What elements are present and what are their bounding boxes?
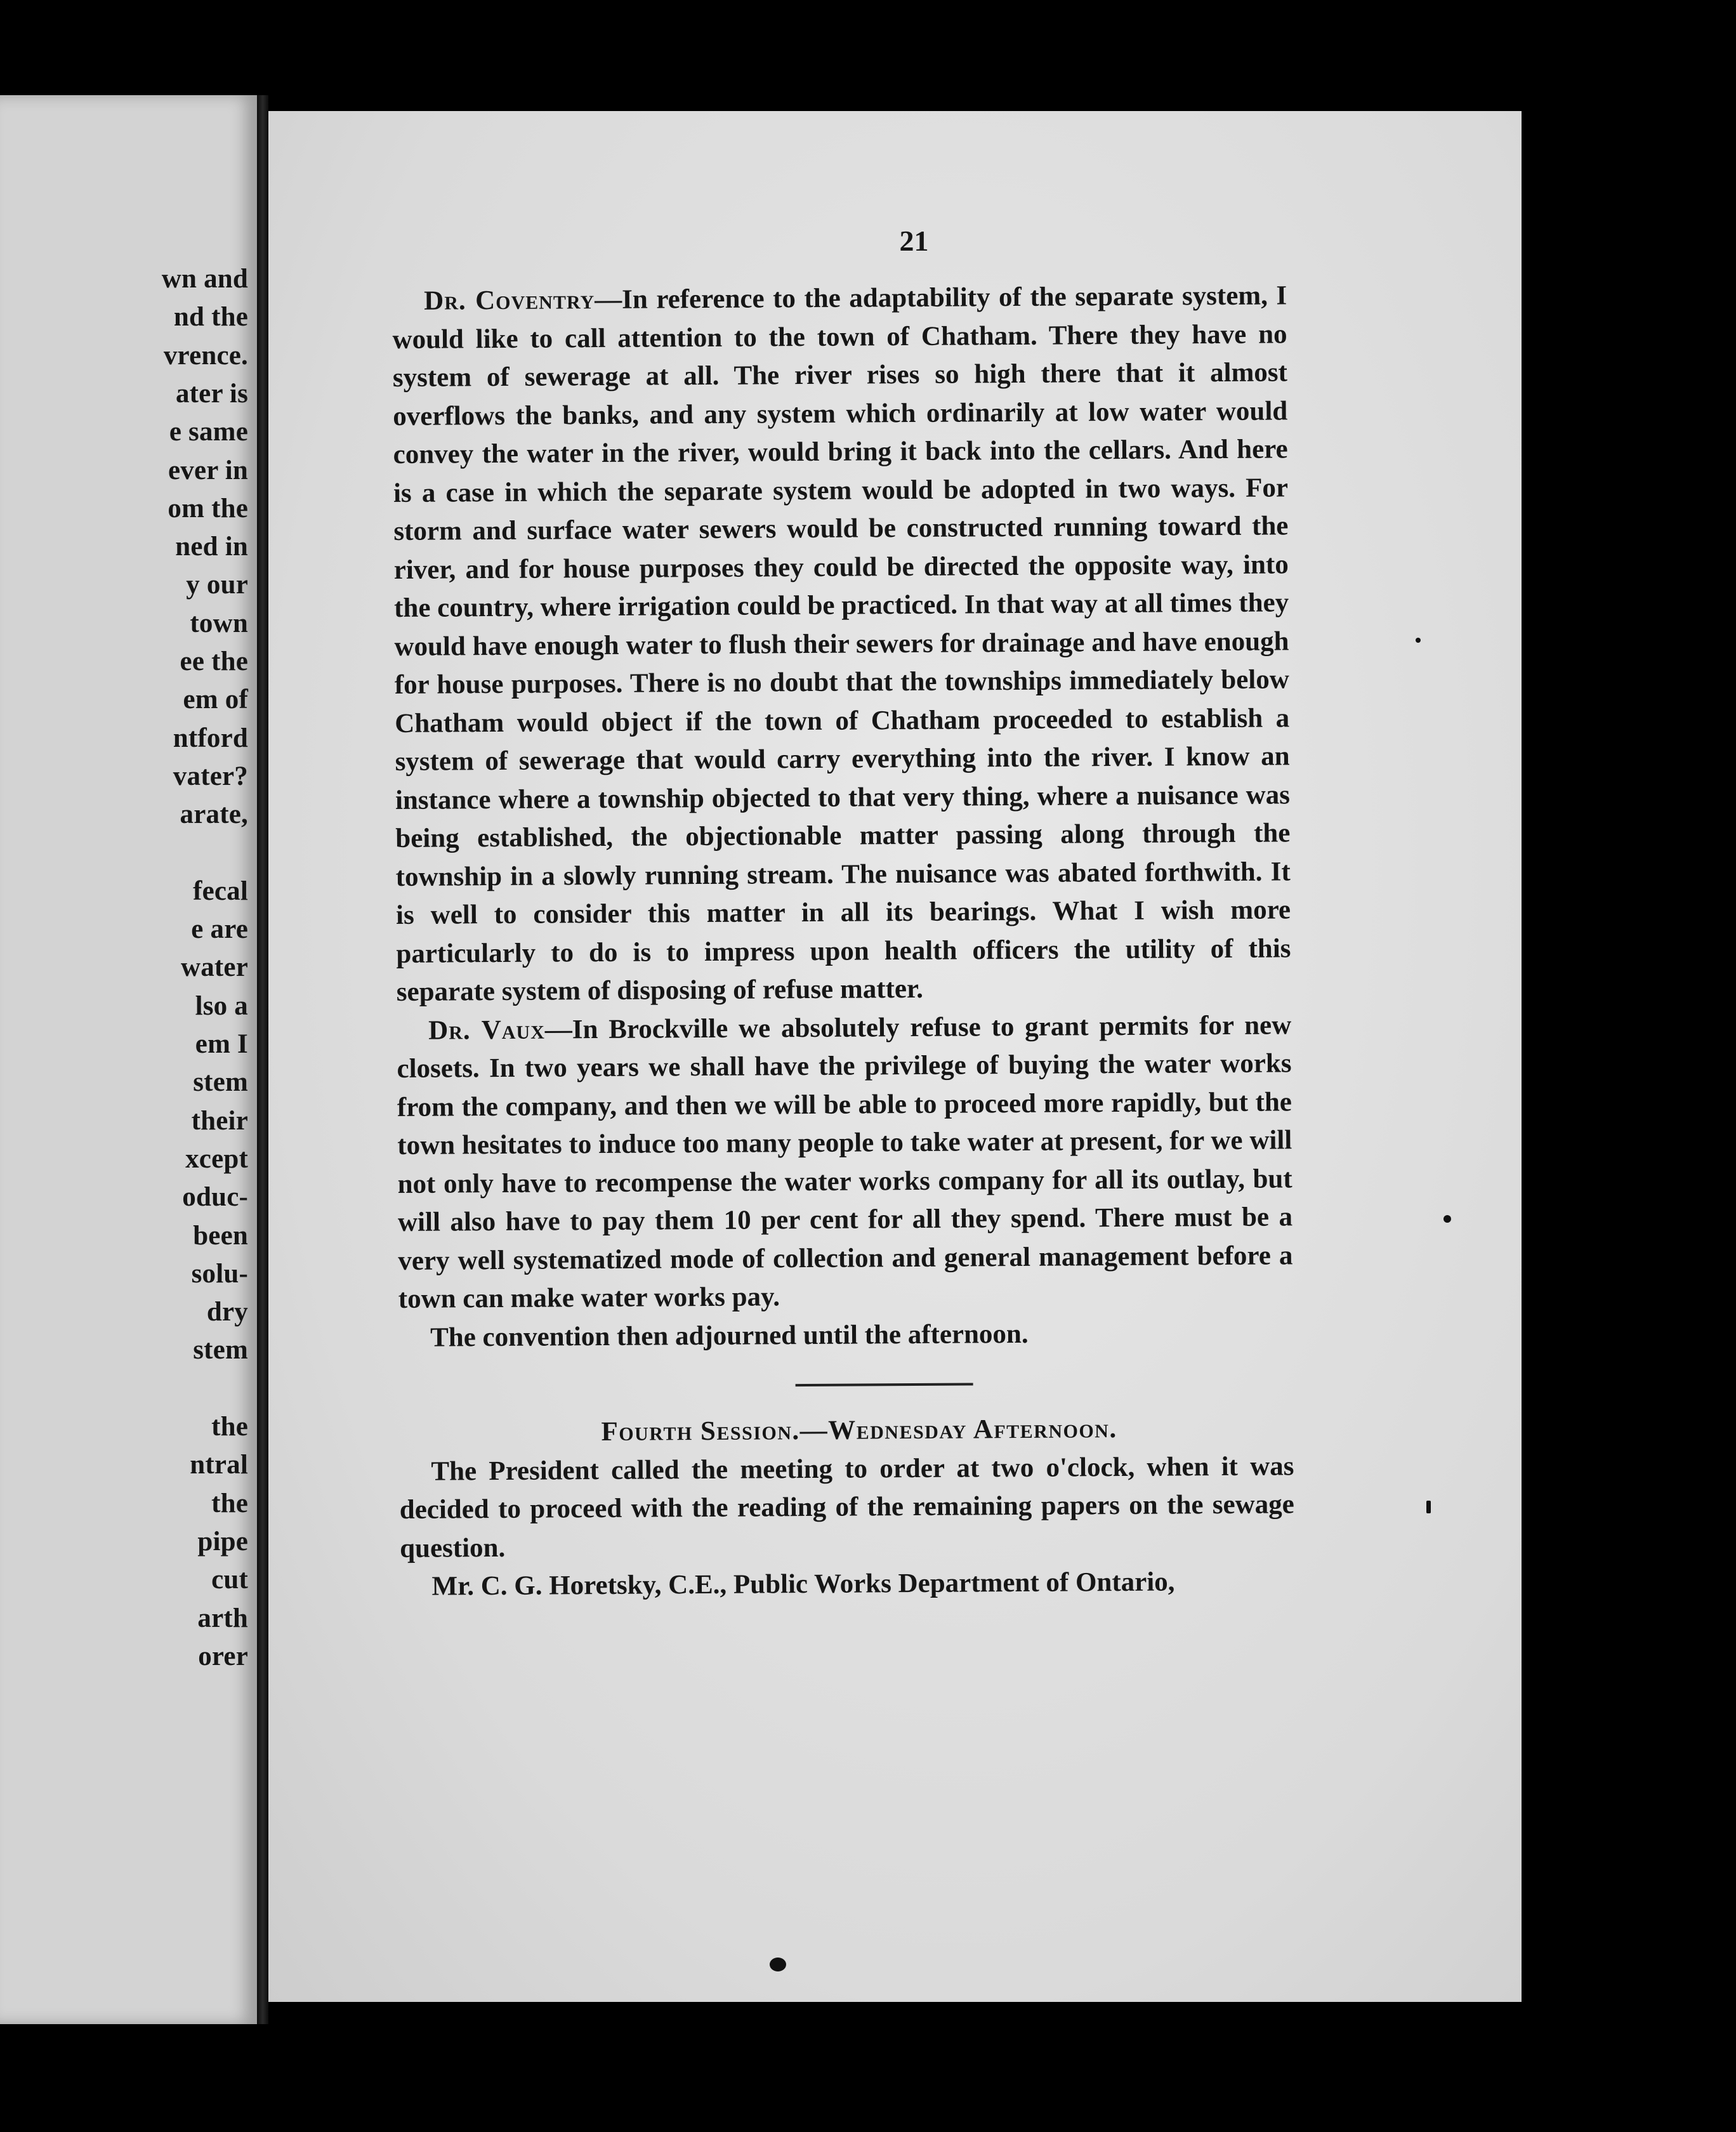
previous-page-line: em of <box>183 685 248 715</box>
paragraph-adjourned: The convention then adjourned until the afternoon. <box>430 1319 1029 1353</box>
previous-page-line: fecal <box>193 876 248 906</box>
body-text <box>392 277 1295 1606</box>
previous-page-line: ater is <box>175 378 248 409</box>
previous-page-line: orer <box>198 1641 248 1671</box>
previous-page-line: oduc- <box>182 1182 248 1213</box>
previous-page-line: e same <box>169 417 248 447</box>
previous-page-line: em I <box>195 1029 248 1059</box>
previous-page-fragment <box>0 95 257 2024</box>
session-heading: Fourth Session.—Wednesday Afternoon. <box>601 1414 1117 1447</box>
previous-page-line: solu- <box>191 1258 248 1289</box>
previous-page-line: their <box>191 1105 248 1136</box>
paragraph-text: —In reference to the adaptability of the separate system, I would like to call attention to the town of Chatham. There they have no system of sewerage at all. The river rises so high there that it almost overflows the banks, and any system which ordinarily at low water would convey the water in the river, would bring it back into the cellars. And here is a case in which the separate system would be adopted in two ways. For storm and surface water sewers would be constructed running toward the river, and for house purposes they could be directed the opposite way, into the country, where irrigation could be practiced. In that way at all times they would have enough water to flush their sewers for drainage and have enough for house purposes. There is no doubt that the townships immediately below Chatham would object if the town of Chatham proceeded to establish a system of sewerage that would carry everything into the river. I know an instance where a township objected to that very thing, where a nuisance was being established, the objectionable matter passing along through the township in a slowly running stream. The nuisance was abated forthwith. It is well to consider this matter in all its bearings. What I wish more particularly to do is to impress upon health officers the utility of this separate system of disposing of refuse matter. <box>392 280 1291 1007</box>
previous-page-line: arth <box>197 1603 248 1633</box>
previous-page-line: nd the <box>173 302 248 332</box>
previous-page-line: xcept <box>185 1143 248 1174</box>
previous-page-line: ned in <box>175 532 248 562</box>
page <box>268 111 1522 2002</box>
previous-page-line: e are <box>191 914 248 945</box>
previous-page-line: ntral <box>190 1450 248 1480</box>
previous-page-line: town <box>190 608 248 638</box>
previous-page-line: water <box>180 952 248 983</box>
section-divider <box>796 1383 973 1386</box>
dust-speck <box>770 1958 786 1971</box>
paragraph-coventry <box>392 277 1291 1011</box>
previous-page-line: vrence. <box>163 340 248 371</box>
previous-page-line: ever in <box>168 455 248 485</box>
paragraph-vaux <box>397 1006 1293 1319</box>
previous-page-line: stem <box>193 1335 248 1365</box>
previous-page-line: the <box>211 1488 248 1518</box>
speaker-name: Dr. Coventry <box>424 285 595 316</box>
page-number: 21 <box>899 225 929 257</box>
paragraph-president: The President called the meeting to order at two o'clock, when it was decided to proceed with the reading of the remaining papers on the sewage question. <box>399 1451 1294 1563</box>
dust-speck <box>1443 1215 1451 1223</box>
previous-page-line: been <box>193 1220 248 1251</box>
dust-speck <box>1426 1501 1431 1513</box>
speaker-name: Dr. Vaux <box>428 1015 545 1046</box>
previous-page-line: arate, <box>180 800 248 830</box>
previous-page-line: lso a <box>195 990 248 1021</box>
previous-page-line: om the <box>168 493 248 523</box>
previous-page-line: pipe <box>197 1526 248 1556</box>
dust-speck <box>1416 638 1421 643</box>
previous-page-line: ntford <box>173 723 248 753</box>
previous-page-line: stem <box>193 1067 248 1098</box>
previous-page-line: wn and <box>161 264 248 294</box>
previous-page-line: y our <box>186 570 248 600</box>
previous-page-line: cut <box>211 1565 248 1595</box>
book-gutter <box>257 95 268 2024</box>
previous-page-line: vater? <box>173 761 248 791</box>
paragraph-horetsky: Mr. C. G. Horetsky, C.E., Public Works Department of Ontario, <box>431 1567 1175 1602</box>
paragraph-text: —In Brockville we absolutely refuse to grant permits for new closets. In two years we shall have the privilege of buying the water works from the company, and then we will be able to proceed more rapidly, but the town hesitates to induce too many people to take water at present, for we will not only have to recompense the water works company for all its outlay, but will also have to pay them 10 per cent for all they spend. There must be a very well systematized mode of collection and general management before a town can make water works pay. <box>397 1010 1293 1314</box>
previous-page-line: dry <box>206 1297 248 1327</box>
previous-page-line: the <box>211 1412 248 1442</box>
previous-page-line: ee the <box>180 647 248 676</box>
